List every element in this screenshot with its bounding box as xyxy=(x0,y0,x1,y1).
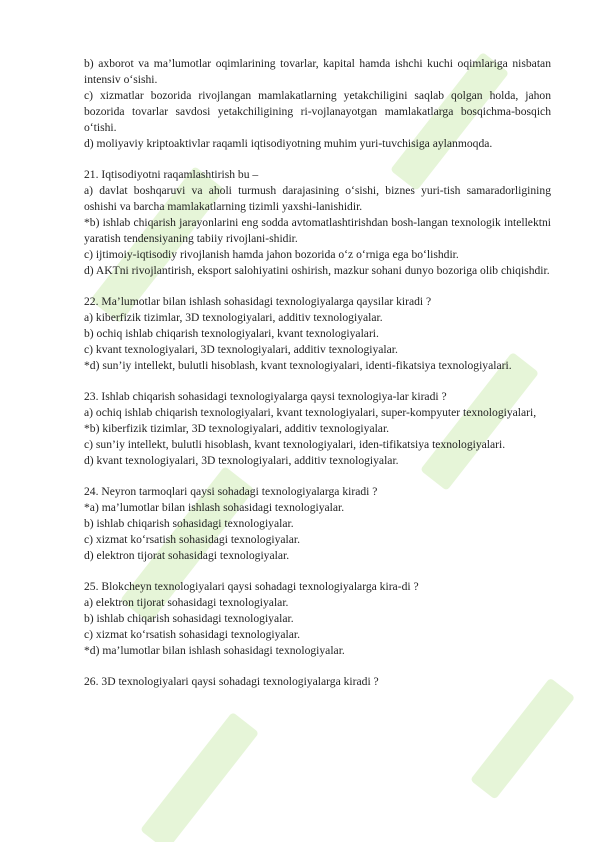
question-text: 26. 3D texnologiyalari qaysi sohadagi texnologiyalarga kiradi ? xyxy=(84,675,379,688)
answer-option: c) ijtimoiy-iqtisodiy rivojlanish hamda jahon bozorida o‘z o‘rniga ega bo‘lishdir. xyxy=(84,248,459,261)
answer-option: b) axborot va ma’lumotlar oqimlarining tovarlar, kapital hamda ishchi kuchi oqimlariga nisbatan intensiv o‘sishi. xyxy=(84,57,551,86)
question-text: 22. Ma’lumotlar bilan ishlash sohasidagi texnologiyalarga qaysilar kiradi ? xyxy=(84,295,432,308)
paragraph-gap xyxy=(84,279,551,294)
answer-option: c) sun’iy intellekt, bulutli hisoblash, kvant texnologiyalari, iden-tifikatsiya texnologiyalari. xyxy=(84,438,506,451)
paragraph-gap xyxy=(84,152,551,167)
answer-option: c) xizmat ko‘rsatish sohasidagi texnologiyalar. xyxy=(84,533,301,546)
answer-option: *d) sun’iy intellekt, bulutli hisoblash, kvant texnologiyalari, identi-fikatsiya texnologiyalari. xyxy=(84,359,512,372)
answer-option: *d) ma’lumotlar bilan ishlash sohasidagi texnologiyalar. xyxy=(84,644,345,657)
answer-option: b) ochiq ishlab chiqarish texnologiyalari, kvant texnologiyalari. xyxy=(84,327,379,340)
answer-option: d) moliyaviy kriptoaktivlar raqamli iqtisodiyotning muhim yuri-tuvchisiga aylanmoqda. xyxy=(84,137,493,150)
answer-option: d) elektron tijorat sohasidagi texnologiyalar. xyxy=(84,549,290,562)
question-text: 25. Blokcheyn texnologiyalari qaysi sohadagi texnologiyalarga kira-di ? xyxy=(84,580,419,593)
answer-option: c) kvant texnologiyalari, 3D texnologiyalari, additiv texnologiyalar. xyxy=(84,343,398,356)
answer-option: d) AKTni rivojlantirish, eksport salohiyatini oshirish, mazkur sohani dunyo bozoriga olib chiqishdir. xyxy=(84,264,550,277)
paragraph-gap xyxy=(84,564,551,579)
answer-option: b) ishlab chiqarish sohasidagi texnologiyalar. xyxy=(84,612,294,625)
paragraph-gap xyxy=(84,659,551,674)
question-text: 23. Ishlab chiqarish sohasidagi texnologiyalarga qaysi texnologiya-lar kiradi ? xyxy=(84,390,447,403)
answer-option: a) ochiq ishlab chiqarish texnologiyalari, kvant texnologiyalari, super-kompyuter texnologiyalari, xyxy=(84,406,537,419)
answer-option: *b) ishlab chiqarish jarayonlarini eng sodda avtomatlashtirishdan bosh-langan texnologik intellektni yaratish tendensiyaning tabiiy rivojlani-shidir. xyxy=(84,216,551,245)
answer-option: a) davlat boshqaruvi va aholi turmush darajasining o‘sishi, biznes yuri-tish samaradorligining oshishi va barcha mamlakatlarning tizimli yaxshi-lanishidir. xyxy=(84,184,551,213)
answer-option: c) xizmat ko‘rsatish sohasidagi texnologiyalar. xyxy=(84,628,301,641)
question-text: 24. Neyron tarmoqlari qaysi sohadagi texnologiyalarga kiradi ? xyxy=(84,485,378,498)
answer-option: d) kvant texnologiyalari, 3D texnologiyalari, additiv texnologiyalar. xyxy=(84,454,399,467)
paragraph-gap xyxy=(84,469,551,484)
paragraph-gap xyxy=(84,374,551,389)
question-text: 21. Iqtisodiyotni raqamlashtirish bu – xyxy=(84,168,259,181)
answer-option: *a) ma’lumotlar bilan ishlash sohasidagi texnologiyalar. xyxy=(84,501,345,514)
answer-option: *b) kiberfizik tizimlar, 3D texnologiyalari, additiv texnologiyalar. xyxy=(84,422,390,435)
answer-option: b) ishlab chiqarish sohasidagi texnologiyalar. xyxy=(84,517,294,530)
answer-option: a) kiberfizik tizimlar, 3D texnologiyalari, additiv texnologiyalar. xyxy=(84,311,383,324)
document-body xyxy=(84,56,551,690)
answer-option: a) elektron tijorat sohasidagi texnologiyalar. xyxy=(84,596,289,609)
answer-option: c) xizmatlar bozorida rivojlangan mamlakatlarning yetakchiligini saqlab qolgan holda, jahon bozorida tovarlar savdosi yetakchiligining ri-vojlanayotgan mamlakatlarga bosqichma-bosqich o‘tishi. xyxy=(84,89,551,134)
